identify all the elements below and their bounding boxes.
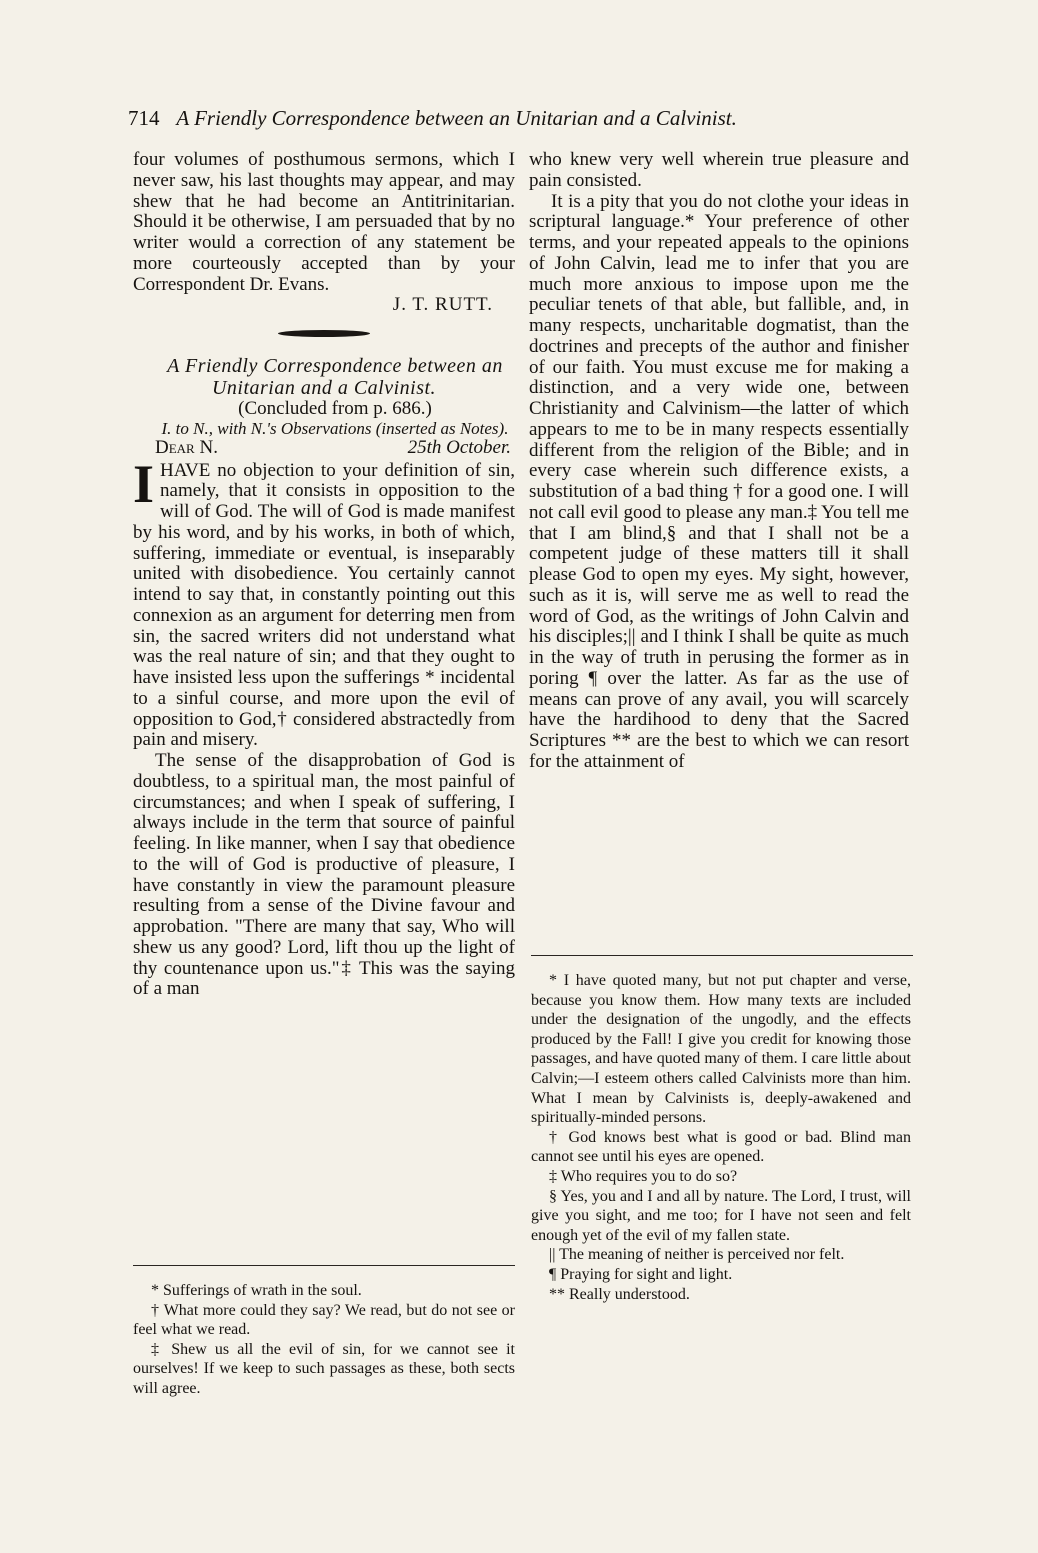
right-column xyxy=(529,150,909,773)
letter-paragraph-2: The sense of the disapprobation of God is doubtless, to a spiritual man, the most painful of circumstances; and when I speak of suffering, I always include in the term that source of painful feeling. In like manner, when I say that obedience to the will of God is productive of pleasure, I have constantly in view the paramount pleasure resulting from a sense of the Divine favour and approbation. "There are many that say, Who will shew us any good? Lord, lift thou up the light of thy countenance upon us."‡ This was the saying of a man xyxy=(133,750,515,1000)
letter-dateline xyxy=(133,438,511,459)
author-signature: J. T. RUTT. xyxy=(392,294,493,316)
running-header xyxy=(128,106,918,131)
footnote: ‡ Shew us all the evil of sin, for we cannot see it ourselves! If we keep to such passages as these, both sects will agree. xyxy=(133,1340,515,1397)
page-number: 714 xyxy=(128,106,160,130)
salutation: Dear N. xyxy=(155,436,218,458)
drop-cap: I xyxy=(133,453,155,514)
footnote: § Yes, you and I and all by nature. The Lord, I trust, will give you sight, and me too; for I have not seen and felt enough yet of the evil of my fallen state. xyxy=(531,1187,911,1244)
letter-paragraph-1 xyxy=(133,453,515,752)
section-divider-ornament xyxy=(278,330,370,337)
footnote: † God knows best what is good or bad. Blind man cannot see until his eyes are opened. xyxy=(531,1128,911,1166)
footnote: * Sufferings of wrath in the soul. xyxy=(151,1282,362,1299)
footnotes-left xyxy=(133,1265,515,1399)
left-column xyxy=(133,150,515,1000)
footnote: ¶ Praying for sight and light. xyxy=(549,1265,733,1283)
letter-subheading: I. to N., with N.'s Observations (inserted as Notes). xyxy=(161,418,509,438)
footnote: ** Really understood. xyxy=(549,1285,690,1303)
running-title: A Friendly Correspondence between an Unitarian and a Calvinist. xyxy=(176,106,737,130)
right-paragraph-1: who knew very well wherein true pleasure and pain consisted. xyxy=(529,149,909,191)
continuation-paragraph: four volumes of posthumous sermons, which I never saw, his last thoughts may appear, and may shew that he had become an Antitrinitarian. Should it be otherwise, I am persuaded that by no writer would a correction of any statement be more courteously accepted than by your Correspondent Dr. Evans. xyxy=(133,149,515,295)
footnotes-right xyxy=(531,957,911,1304)
letter-date: 25th October. xyxy=(407,436,511,458)
footnote: † What more could they say? We read, but do not see or feel what we read. xyxy=(133,1301,515,1339)
letter-paragraph-1-text: HAVE no objection to your definition of sin, namely, that it consists in opposition to the will of God. The will of God is made manifest by his word, and by his works, in both of which, suffering, immediate or eventual, is inseparably united with disobedience. You certainly cannot intend to say that, in constantly pointing out this connexion as an argument for deterring men from sin, the sacred writers did not understand what was the real nature of sin; and that they ought to have insisted less upon the sufferings * incidental to a sinful course, and more upon the evil of opposition to God,† considered abstractedly from pain and misery. xyxy=(133,459,515,751)
footnote: || The meaning of neither is perceived nor felt. xyxy=(549,1246,845,1264)
concluded-note: (Concluded from p. 686.) xyxy=(238,398,432,419)
article-title: A Friendly Correspondence between an Unitarian and a Calvinist. xyxy=(167,355,503,399)
footnote-rule-right xyxy=(531,955,913,956)
right-paragraph-2: It is a pity that you do not clothe your ideas in scriptural language.* Your preference of other terms, and your repeated appeals to the opinions of John Calvin, lead me to infer that you are much more anxious to impose upon me the peculiar tenets of that able, but fallible, and, in many respects, uncharitable dogmatist, than the doctrines and precepts of the author and finisher of our faith. You must excuse me for making a distinction, and a very wide one, between Christianity and Calvinism—the latter of which appears to me to be in many respects essentially different from the religion of the Bible; and in every case wherein such difference exists, a substitution of a bad thing † for a good one. I will not call evil good to please any man.‡ You tell me that I am blind,§ and that I shall not be a competent judge of these matters till it shall please God to open my eyes. My sight, however, such as it is, will serve me as well to read the word of God, as the writings of John Calvin and his disciples;|| and I think I shall be quite as much in the way of truth in perusing the former as in poring ¶ over the latter. As far as the use of means can prove of any avail, you will scarcely have the hardihood to deny that the Sacred Scriptures ** are the best to which we can resort for the attainment of xyxy=(529,190,909,772)
footnote: * I have quoted many, but not put chapter and verse, because you know them. How many texts are included under the designation of the ungodly, and the effects produced by the Fall! I give you credit for knowing those passages, and have quoted many of them. I care little about Calvin;—I esteem others called Calvinists more than him. What I mean by Calvinists is, deeply-awakened and spiritually-minded persons. xyxy=(531,972,911,1127)
footnote: ‡ Who requires you to do so? xyxy=(549,1167,738,1185)
